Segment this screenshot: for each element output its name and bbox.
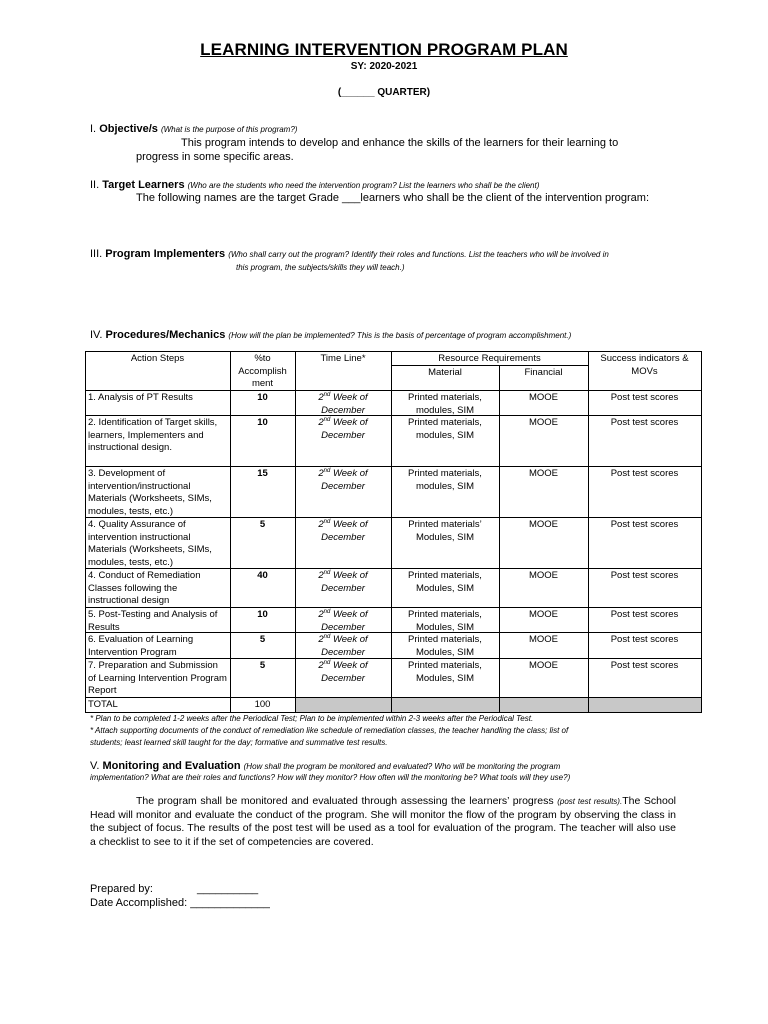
implementers-hint-line2: this program, the subjects/skills they will teach.) [236,263,405,272]
financial-cell: MOOE [528,519,559,530]
timeline-cell: 2nd Week of December [318,391,368,416]
section-objectives-heading: I. Objective/s (What is the purpose of this program?) [90,123,298,135]
material-cell: Printed materials, Modules, SIM [408,570,482,594]
financial-cell: MOOE [528,609,559,620]
material-cell: Printed materials, modules, SIM [408,392,482,416]
header-resource: Resource Requirements [438,353,541,364]
action-step-cell: 3. Development of intervention/instructional Materials (Worksheets, SIMs, modules, tests, etc.) [88,468,212,517]
total-value: 100 [254,699,271,710]
monitoring-hint-line2: implementation? What are their roles and functions? How will they monitor? How often will the monitoring be? What tools will they use?) [90,773,571,782]
document-title: LEARNING INTERVENTION PROGRAM PLAN [200,40,568,59]
objectives-text-line2: progress in some specific areas. [136,151,294,163]
financial-cell: MOOE [528,570,559,581]
section-procedures-heading: IV. Procedures/Mechanics (How will the plan be implemented? This is the basis of percentage of program accomplishment.) [90,329,572,341]
material-cell: Printed materials, modules, SIM [408,468,482,492]
section-implementers-heading: III. Program Implementers (Who shall carry out the program? Identify their roles and functions. List the teachers who will be involved in [90,248,609,260]
timeline-cell: 2nd Week of December [318,467,368,492]
action-step-cell: 6. Evaluation of Learning Intervention Program [88,634,194,658]
action-step-cell: 1. Analysis of PT Results [88,392,193,403]
section-target-heading: II. Target Learners (Who are the students who need the intervention program? List the learners who shall be the client) [90,179,540,191]
quarter-label: (______ QUARTER) [337,87,431,98]
timeline-cell: 2nd Week of December [318,608,368,633]
objectives-text-line1: This program intends to develop and enhance the skills of the learners for their learning to [181,137,619,149]
success-cell: Post test scores [610,392,679,403]
success-cell: Post test scores [610,570,679,581]
action-step-cell: 4. Conduct of Remediation Classes following the instructional design [88,570,201,606]
target-text: The following names are the target Grade ___learners who shall be the client of the intervention program: [136,192,650,204]
success-cell: Post test scores [610,468,679,479]
total-shade-timeline [295,697,391,712]
financial-cell: MOOE [528,417,559,428]
action-step-cell: 2. Identification of Target skills, learners, Implementers and instructional design. [88,417,218,453]
action-step-cell: 5. Post-Testing and Analysis of Results [88,609,218,633]
material-cell: Printed materials, Modules, SIM [408,634,482,658]
material-cell: Printed materials, Modules, SIM [408,660,482,684]
percent-cell: 15 [257,468,268,479]
percent-cell: 5 [259,519,266,530]
footnote-3: students; least learned skill taught for the day; formative and summative test results. [90,738,388,747]
header-timeline: Time Line* [320,353,366,364]
action-step-cell: 4. Quality Assurance of intervention instructional Materials (Worksheets, SIMs, modules, tests, etc.) [88,519,212,568]
success-cell: Post test scores [610,634,679,645]
success-cell: Post test scores [610,609,679,620]
action-step-cell: 7. Preparation and Submission of Learning Intervention Program Report [88,660,227,696]
header-success: Success indicators & MOVs [600,353,689,377]
material-cell: Printed materials, Modules, SIM [408,609,482,633]
percent-cell: 10 [257,392,268,403]
timeline-cell: 2nd Week of December [318,569,368,594]
percent-cell: 5 [259,660,266,671]
prepared-by: Prepared by: __________ [90,883,259,895]
date-accomplished: Date Accomplished: _____________ [90,897,270,909]
header-financial: Financial [524,367,563,378]
percent-cell: 10 [257,417,268,428]
material-cell: Printed materials’ Modules, SIM [408,519,482,543]
financial-cell: MOOE [528,660,559,671]
percent-cell: 10 [257,609,268,620]
percent-cell: 5 [259,634,266,645]
financial-cell: MOOE [528,634,559,645]
header-action-steps: Action Steps [130,353,185,364]
timeline-cell: 2nd Week of December [318,633,368,658]
monitoring-paragraph: The program shall be monitored and evaluated through assessing the learners’ progress (post test results).The School Head will monitor and evaluate the conduct of the program. She will monitor the flow of the program by observing the class in the subject of focus. The results of the post test will be used as a tool for evaluation of the program. The teacher will also use a checklist to see to it if the set of competencies are covered. [90,795,676,848]
timeline-cell: 2nd Week of December [318,659,368,684]
header-material: Material [428,367,462,378]
timeline-cell: 2nd Week of December [318,416,368,441]
timeline-cell: 2nd Week of December [318,518,368,543]
percent-cell: 40 [257,570,268,581]
success-cell: Post test scores [610,417,679,428]
material-cell: Printed materials, modules, SIM [408,417,482,441]
section-monitoring-heading: V. Monitoring and Evaluation (How shall the program be monitored and evaluated? Who will be monitoring the program [90,760,561,772]
financial-cell: MOOE [528,392,559,403]
procedures-table [85,351,701,712]
footnote-1: * Plan to be completed 1-2 weeks after the Periodical Test; Plan to be implemented within 2-3 weeks after the Periodical Test. [90,714,534,723]
success-cell: Post test scores [610,519,679,530]
footnote-2: * Attach supporting documents of the conduct of remediation like schedule of remediation classes, the teacher handling the class; list of [90,726,569,735]
school-year: SY: 2020-2021 [350,61,418,72]
success-cell: Post test scores [610,660,679,671]
header-percent: %to Accomplish ment [238,353,287,389]
financial-cell: MOOE [528,468,559,479]
total-label: TOTAL [88,699,118,710]
